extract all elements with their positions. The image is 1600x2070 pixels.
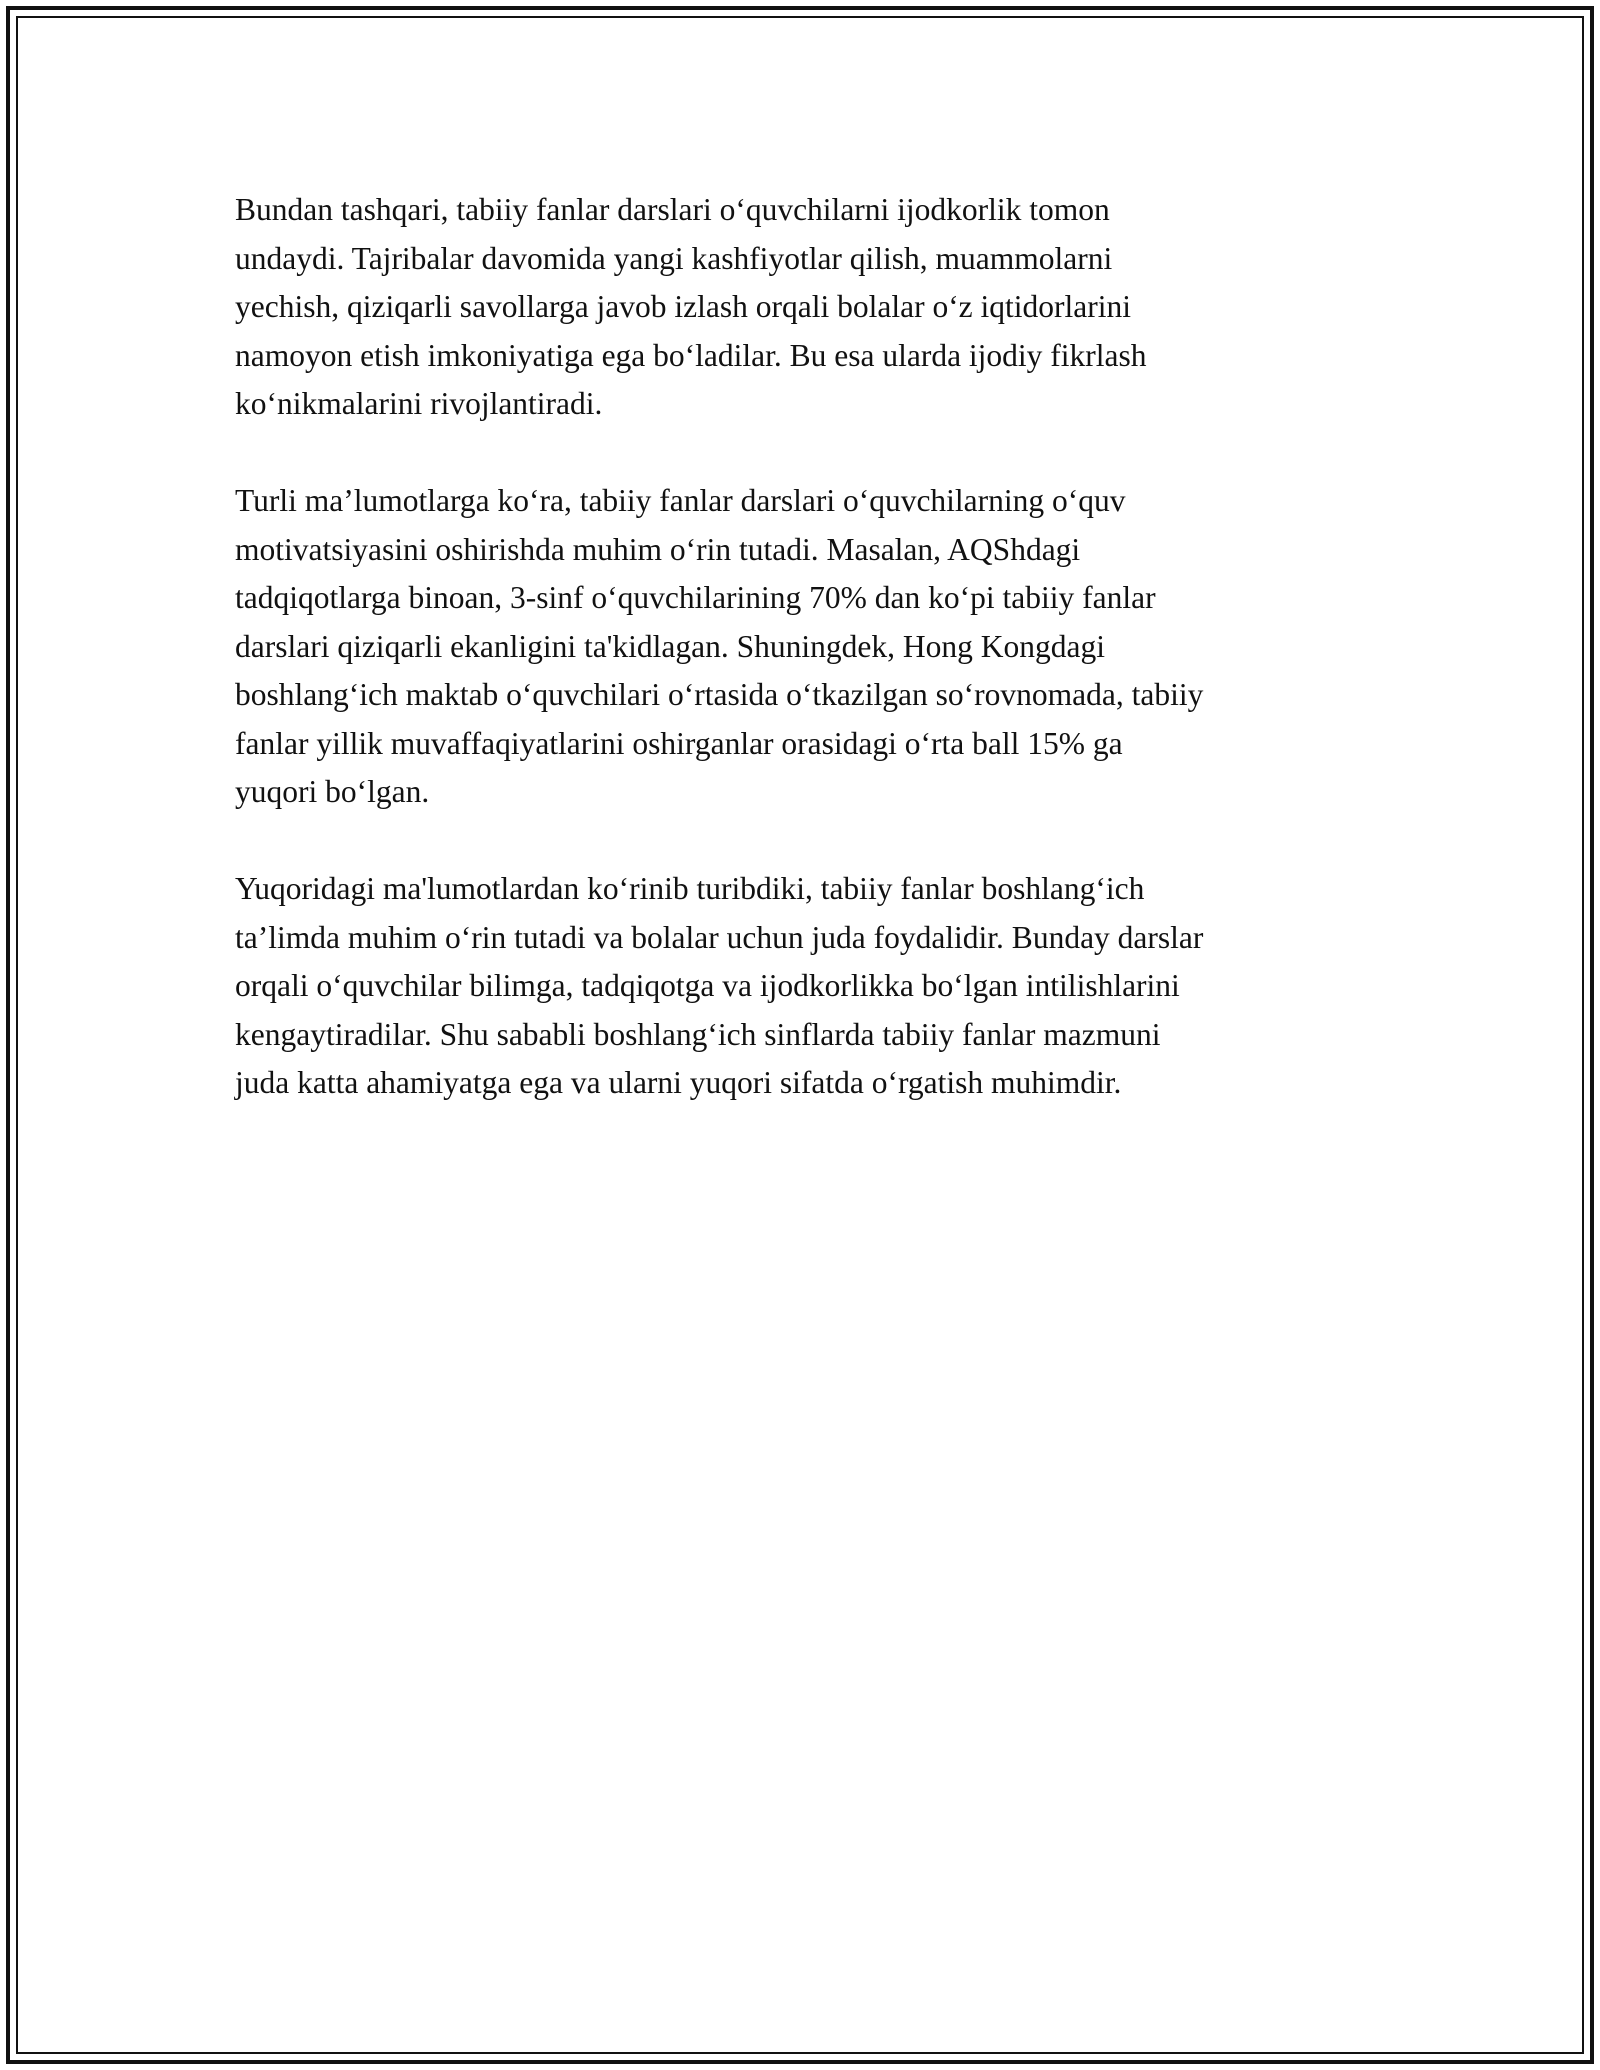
paragraph-2: Turli ma’lumotlarga ko‘ra, tabiiy fanlar darslari o‘quvchilarning o‘quv motivatsiyasini oshirishda muhim o‘rin tutadi. Masalan, AQShdagi tadqiqotlarga binoan, 3-sinf o‘quvchilarining 70% dan ko‘pi tabiiy fanlar darslari qiziqarli ekanligini ta'kidlagan. Shuningdek, Hong Kongdagi boshlang‘ich maktab o‘quvchilari o‘rtasida o‘tkazilgan so‘rovnomada, tabiiy fanlar yillik muvaffaqiyatlarini oshirganlar orasidagi o‘rta ball 15% ga yuqori bo‘lgan. — [235, 483, 1204, 809]
document-body — [235, 186, 1375, 1156]
paragraph-3: Yuqoridagi ma'lumotlardan ko‘rinib turibdiki, tabiiy fanlar boshlang‘ich ta’limda muhim o‘rin tutadi va bolalar uchun juda foydalidir. Bunday darslar orqali o‘quvchilar bilimga, tadqiqotga va ijodkorlikka bo‘lgan intilishlarini kengaytiradilar. Shu sababli boshlang‘ich sinflarda tabiiy fanlar mazmuni juda katta ahamiyatga ega va ularni yuqori sifatda o‘rgatish muhimdir. — [235, 871, 1204, 1100]
paragraph-1: Bundan tashqari, tabiiy fanlar darslari o‘quvchilarni ijodkorlik tomon undaydi. Tajribalar davomida yangi kashfiyotlar qilish, muammolarni yechish, qiziqarli savollarga javob izlash orqali bolalar o‘z iqtidorlarini namoyon etish imkoniyatiga ega bo‘ladilar. Bu esa ularda ijodiy fikrlash ko‘nikmalarini rivojlantiradi. — [235, 192, 1147, 421]
